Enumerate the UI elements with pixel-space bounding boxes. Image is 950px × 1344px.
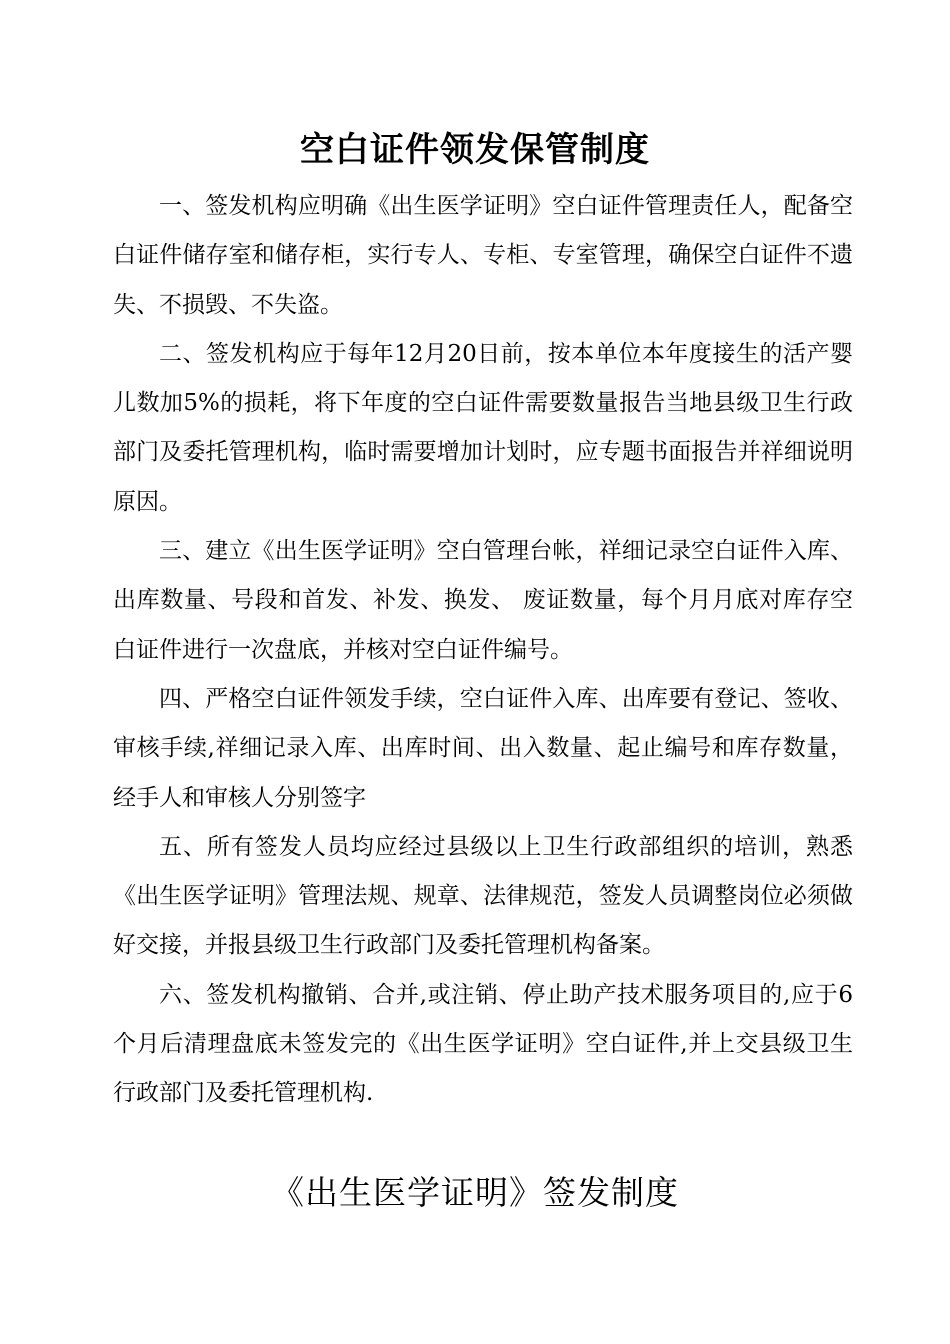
paragraph-4: 四、严格空白证件领发手续，空白证件入库、出库要有登记、签收、审核手续,祥细记录入库、出库时间、出入数量、起止编号和库存数量，经手人和审核人分别签字 (113, 685, 853, 811)
paragraph-6: 六、签发机构撤销、合并,或注销、停止助产技术服务项目的,应于6个月后清理盘底未签发完的《出生医学证明》空白证件,并上交县级卫生行政部门及委托管理机构. (113, 981, 853, 1107)
paragraph-3: 三、建立《出生医学证明》空白管理台帐，祥细记录空白证件入库、出库数量、号段和首发、补发、换发、 废证数量，每个月月底对库存空白证件进行一次盘底，并核对空白证件编号。 (113, 538, 853, 663)
document-title: 空白证件领发保管制度 (300, 130, 650, 170)
next-section-title: 《出生医学证明》签发制度 (271, 1173, 679, 1212)
document-body (113, 182, 853, 1119)
paragraph-2: 二、签发机构应于每年12月20日前，按本单位本年度接生的活产婴儿数加5%的损耗，将下年度的空白证件需要数量报告当地县级卫生行政部门及委托管理机构，临时需要增加计划时，应专题书面报告并祥细说明原因。 (113, 340, 853, 515)
paragraph-5: 五、所有签发人员均应经过县级以上卫生行政部组织的培训，熟悉《出生医学证明》管理法规、规章、法律规范，签发人员调整岗位必须做好交接，并报县级卫生行政部门及委托管理机构备案。 (113, 833, 853, 959)
paragraph-1: 一、签发机构应明确《出生医学证明》空白证件管理责任人，配备空白证件储存室和储存柜，实行专人、专柜、专室管理，确保空白证件不遗失、不损毁、不失盗。 (113, 193, 853, 318)
